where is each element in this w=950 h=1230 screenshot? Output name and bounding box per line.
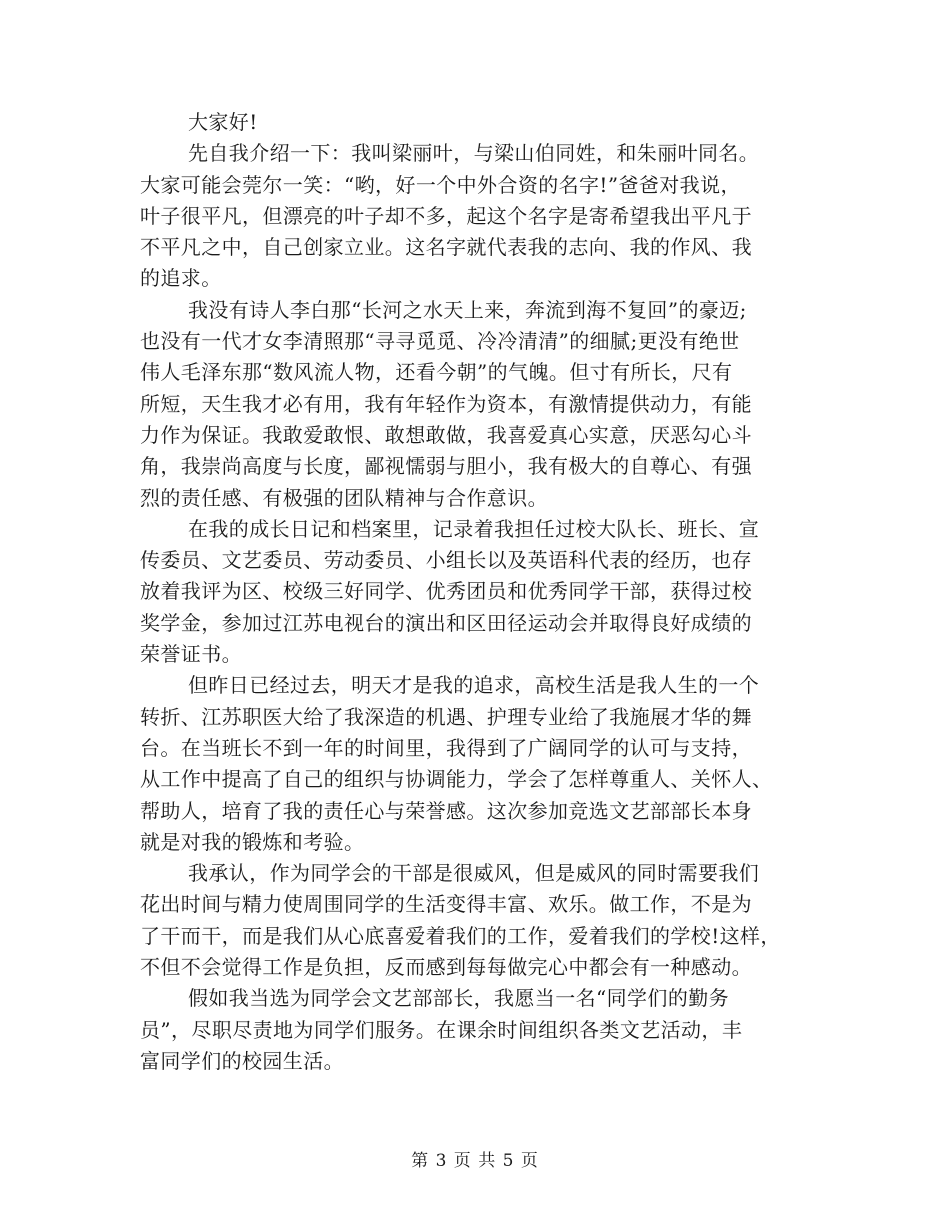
text-line: 不平凡之中，自己创家立业。这名字就代表我的志向、我的作风、我 (140, 235, 752, 260)
page-number-footer: 第 3 页 共 5 页 (411, 1151, 539, 1171)
text-line: 角，我崇尚高度与长度，鄙视懦弱与胆小，我有极大的自尊心、有强 (140, 454, 752, 479)
text-line: 大家可能会莞尔一笑：“哟，好一个中外合资的名字!”爸爸对我说， (140, 172, 741, 197)
text-line: 伟人毛泽东那“数风流人物，还看今朝”的气魄。但寸有所长，尺有 (140, 360, 733, 385)
text-line: 放着我评为区、校级三好同学、优秀团员和优秀同学干部，获得过校 (140, 579, 752, 604)
text-line: 富同学们的校园生活。 (140, 1048, 344, 1073)
paragraph-self-introduction (140, 138, 796, 294)
text-line: 也没有一代才女李清照那“寻寻觅觅、冷冷清清”的细腻;更没有绝世 (140, 329, 740, 354)
text-line: 大家好! (188, 110, 258, 134)
text-line: 转折、江苏职医大给了我深造的机遇、护理专业给了我施展才华的舞 (140, 704, 752, 729)
text-line: 我承认，作为同学会的干部是很威风，但是威风的同时需要我们 (188, 861, 760, 886)
document-body (140, 107, 796, 1077)
text-line: 奖学金，参加过江苏电视台的演出和区田径运动会并取得良好成绩的 (140, 610, 752, 635)
paragraph-character (140, 295, 796, 514)
text-line: 花出时间与精力使周围同学的生活变得丰富、欢乐。做工作，不是为 (140, 892, 752, 917)
text-line: 员”，尽职尽责地为同学们服务。在课余时间组织各类文艺活动，丰 (140, 1017, 743, 1042)
text-line: 假如我当选为同学会文艺部部长，我愿当一名“同学们的勤务 (188, 986, 730, 1011)
paragraph-experience (140, 514, 796, 670)
text-line: 先自我介绍一下：我叫梁丽叶，与梁山伯同姓，和朱丽叶同名。 (188, 141, 760, 166)
text-line: 力作为保证。我敢爱敢恨、敢想敢做，我喜爱真心实意，厌恶勾心斗 (140, 422, 752, 447)
text-line: 我没有诗人李白那“长河之水天上来，奔流到海不复回”的豪迈; (188, 297, 747, 322)
text-line: 在我的成长日记和档案里，记录着我担任过校大队长、班长、宣 (188, 516, 760, 541)
text-line: 了干而干，而是我们从心底喜爱着我们的工作，爱着我们的学校!这样， (140, 923, 781, 948)
paragraph-college-life (140, 670, 796, 858)
text-line: 荣誉证书。 (140, 642, 242, 667)
text-line: 就是对我的锻炼和考验。 (140, 829, 365, 854)
paragraph-greeting (140, 107, 796, 138)
text-line: 叶子很平凡，但漂亮的叶子却不多，起这个名字是寄希望我出平凡于 (140, 203, 752, 228)
text-line: 但昨日已经过去，明天才是我的追求，高校生活是我人生的一个 (188, 673, 760, 698)
paragraph-commitment (140, 858, 796, 983)
text-line: 台。在当班长不到一年的时间里，我得到了广阔同学的认可与支持， (140, 735, 752, 760)
text-line: 烈的责任感、有极强的团队精神与合作意识。 (140, 485, 548, 510)
paragraph-pledge (140, 983, 796, 1077)
text-line: 传委员、文艺委员、劳动委员、小组长以及英语科代表的经历，也存 (140, 548, 752, 573)
text-line: 所短，天生我才必有用，我有年轻作为资本，有激情提供动力，有能 (140, 391, 752, 416)
text-line: 帮助人，培育了我的责任心与荣誉感。这次参加竞选文艺部部长本身 (140, 798, 752, 823)
text-line: 不但不会觉得工作是负担，反而感到每每做完心中都会有一种感动。 (140, 955, 752, 980)
text-line: 从工作中提高了自己的组织与协调能力，学会了怎样尊重人、关怀人、 (140, 767, 773, 792)
text-line: 的追求。 (140, 266, 222, 291)
